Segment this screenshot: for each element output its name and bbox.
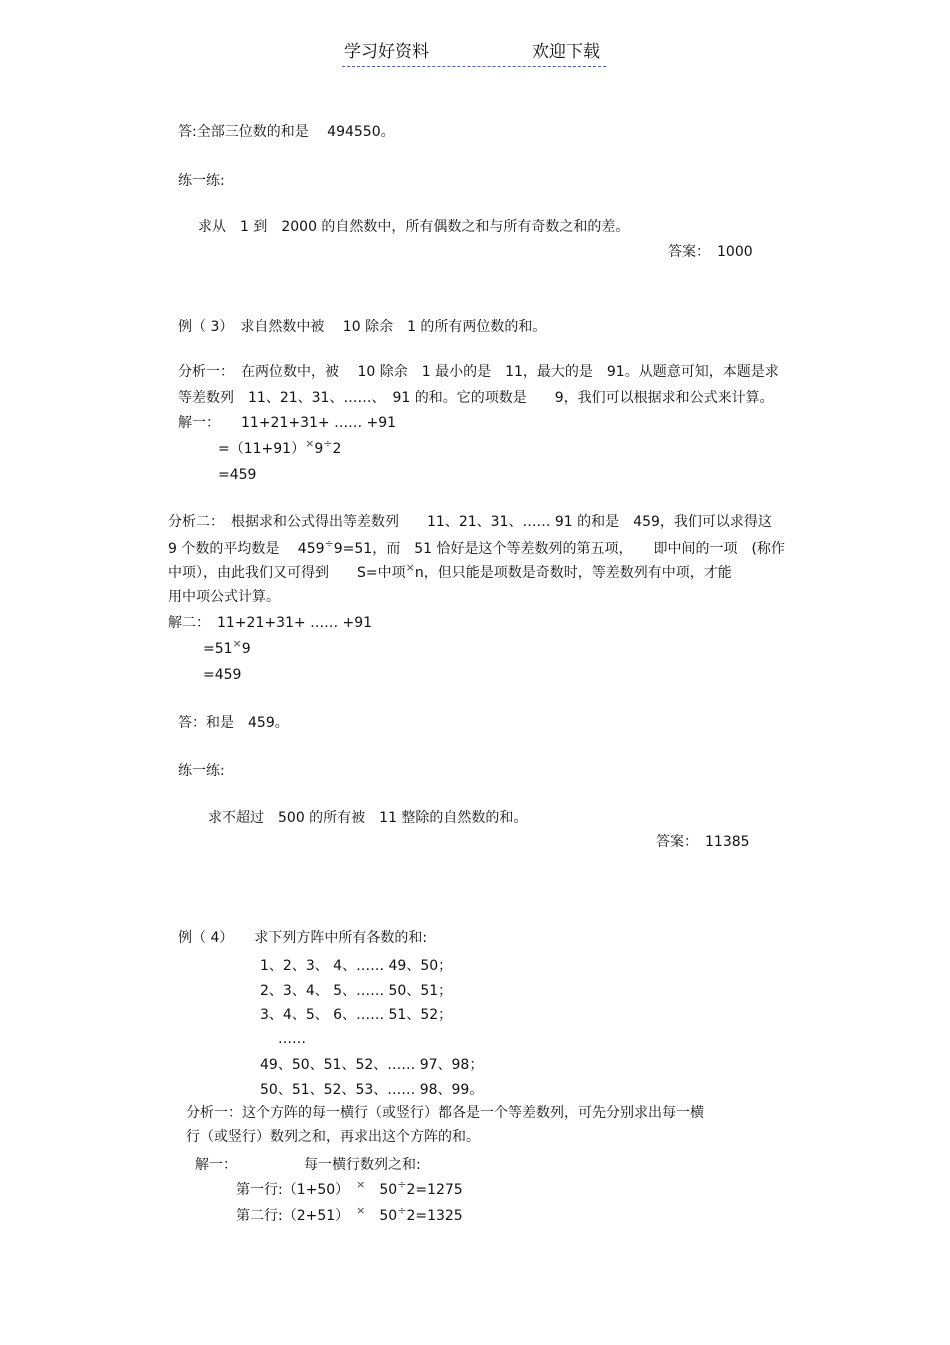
analysis-1-line-2: 等差数列 11、21、31、……、 91 的和。它的项数是 9，我们可以根据求和公式来计算。 [178, 390, 774, 406]
practice-answer-2: 答案： 11385 [656, 834, 750, 850]
practice-question-2: 求不超过 500 的所有被 11 整除的自然数的和。 [208, 810, 528, 826]
times-symbol: × [232, 637, 242, 650]
analysis-1-line-1: 分析一： 在两位数中，被 10 除余 1 最小的是 11，最大的是 91。从题意可知，本题是求 [178, 364, 779, 380]
times-symbol: × [305, 437, 315, 450]
solution-1-line-2: =（11+91）×9÷2 [218, 437, 342, 457]
solution-4-heading: 每一横行数列之和: [304, 1157, 421, 1173]
divide-symbol: ÷ [397, 1204, 407, 1217]
row-2-sum: 第二行:（2+51） × 50÷2=1325 [236, 1204, 463, 1224]
matrix-row-2: 2、3、4、 5、…… 50、51； [260, 983, 453, 999]
answer-line-2: 答：和是 459。 [178, 715, 289, 731]
analysis-2-line-4: 用中项公式计算。 [168, 589, 280, 605]
divide-symbol: ÷ [323, 437, 333, 450]
matrix-row-49: 49、50、51、52、…… 97、98； [260, 1057, 484, 1073]
solution-1-line-3: =459 [218, 467, 257, 483]
analysis-2-line-1: 分析二： 根据求和公式得出等差数列 11、21、31、…… 91 的和是 459，我们可以求得这 [168, 514, 772, 530]
solution-2-line-2: =51×9 [203, 637, 251, 657]
row-1-sum: 第一行:（1+50） × 50÷2=1275 [236, 1178, 463, 1198]
solution-4-label: 解一： [195, 1157, 237, 1173]
solution-2-line-3: =459 [203, 667, 242, 683]
divide-symbol: ÷ [324, 537, 334, 550]
analysis-4-line-1: 分析一：这个方阵的每一横行（或竖行）都各是一个等差数列，可先分别求出每一横 [186, 1105, 704, 1121]
analysis-4-line-2: 行（或竖行）数列之和，再求出这个方阵的和。 [186, 1129, 480, 1145]
times-symbol: × [356, 1178, 366, 1191]
practice-label: 练一练: [178, 173, 225, 189]
matrix-row-50: 50、51、52、53、…… 98、99。 [260, 1082, 484, 1098]
solution-1-line-1: 解一： 11+21+31+ …… +91 [178, 415, 397, 431]
example-4-title: 例（ 4） 求下列方阵中所有各数的和: [178, 930, 428, 946]
page-header [342, 40, 606, 67]
matrix-row-3: 3、4、5、 6、…… 51、52； [260, 1007, 453, 1023]
analysis-2-line-2: 9 个数的平均数是 459÷9=51，而 51 恰好是这个等差数列的第五项， 即中间的一项 (称作 [168, 537, 785, 557]
answer-line: 答:全部三位数的和是 494550。 [178, 124, 395, 140]
times-symbol: × [356, 1204, 366, 1217]
times-symbol: × [405, 561, 415, 574]
header-left: 学习好资料 [344, 42, 429, 62]
analysis-2-line-3: 中项），由此我们又可得到 S=中项×n，但只能是项数是奇数时，等差数列有中项，才能 [168, 561, 732, 581]
practice-label-2: 练一练: [178, 763, 225, 779]
solution-2-line-1: 解二： 11+21+31+ …… +91 [168, 615, 373, 631]
header-right: 欢迎下载 [532, 42, 600, 62]
practice-answer: 答案： 1000 [668, 244, 753, 260]
matrix-ellipsis: …… [278, 1031, 306, 1047]
practice-question: 求从 1 到 2000 的自然数中，所有偶数之和与所有奇数之和的差。 [198, 219, 630, 235]
divide-symbol: ÷ [397, 1178, 407, 1191]
matrix-row-1: 1、2、3、 4、…… 49、50； [260, 958, 453, 974]
example-3-title: 例（ 3） 求自然数中被 10 除余 1 的所有两位数的和。 [178, 319, 547, 335]
